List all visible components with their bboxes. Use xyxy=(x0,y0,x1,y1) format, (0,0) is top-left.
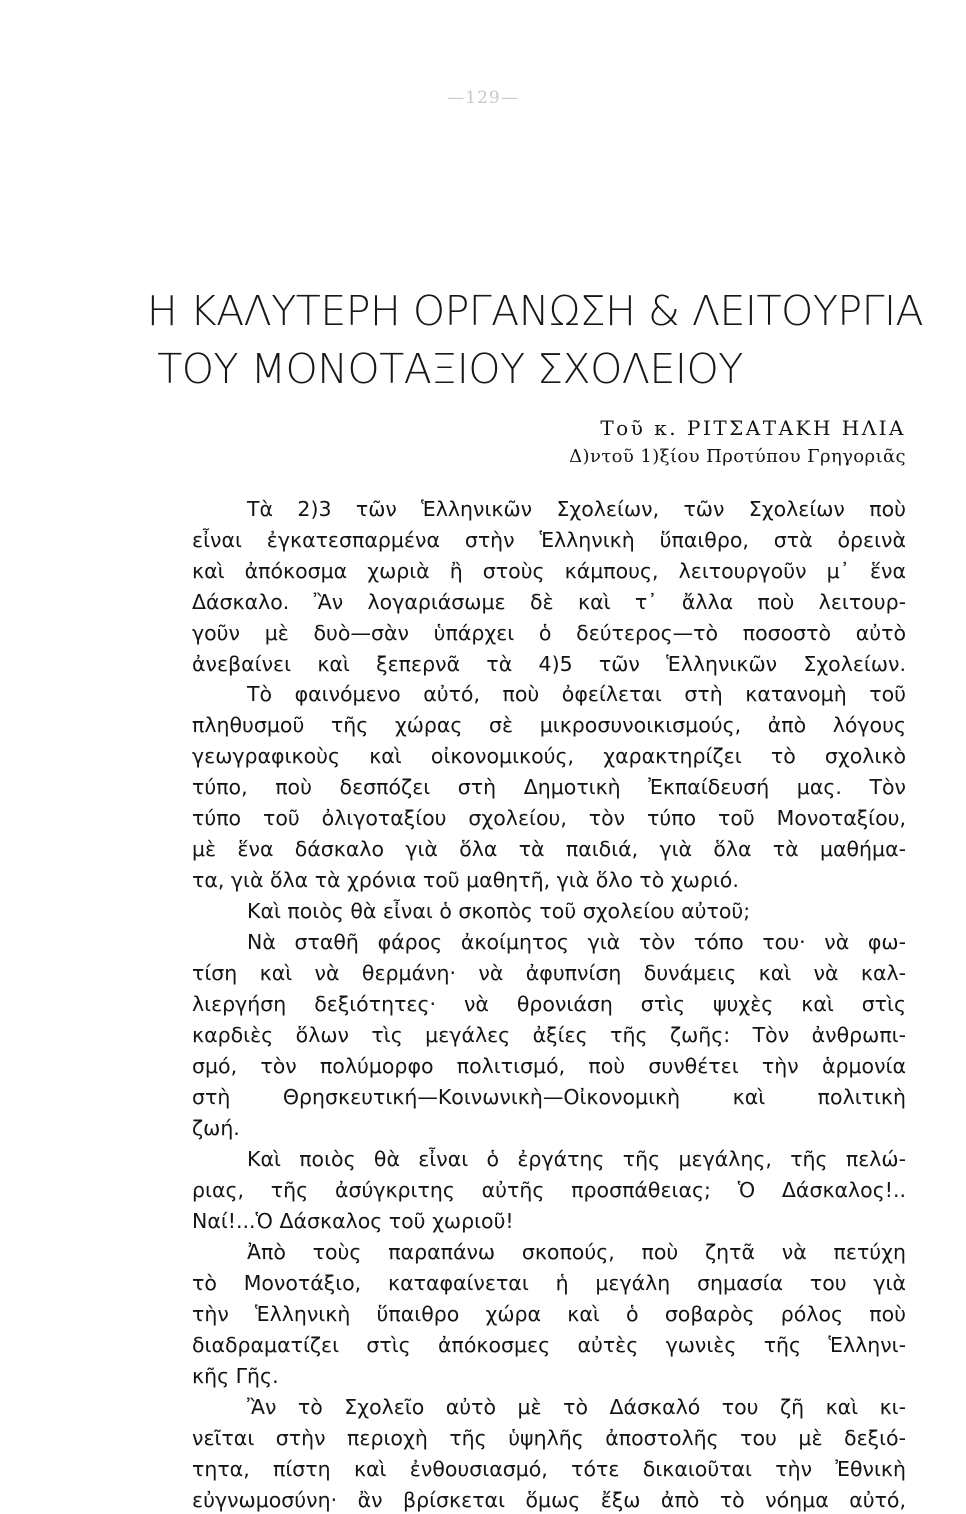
article-title-line-1: Η ΚΑΛΥΤΕΡΗ ΟΡΓΑΝΩΣΗ & ΛΕΙΤΟΥΡΓΙΑ xyxy=(146,287,924,335)
body-line: πληθυσμοῦ τῆς χώρας σὲ μικροσυνοικισμούς, ἀπὸ λόγους xyxy=(192,713,906,737)
body-line: τύπο τοῦ ὀλιγοταξίου σχολείου, τὸν τύπο τοῦ Μονοταξίου, xyxy=(192,806,906,830)
body-line: Ἀπὸ τοὺς παραπάνω σκοπούς, ποὺ ζητᾶ νὰ πετύχη xyxy=(247,1240,906,1264)
page-number: —129— xyxy=(447,88,519,108)
author-byline: Τοῦ κ. ΡΙΤΣΑΤΑΚΗ ΗΛΙΑ xyxy=(600,416,906,440)
body-line: μὲ ἕνα δάσκαλο γιὰ ὅλα τὰ παιδιά, γιὰ ὅλα τὰ μαθήμα- xyxy=(192,837,906,861)
body-line: Τὰ 2)3 τῶν Ἑλληνικῶν Σχολείων, τῶν Σχολείων ποὺ xyxy=(247,497,906,521)
article-title-line-2: ΤΟΥ ΜΟΝΟΤΑΞΙΟΥ ΣΧΟΛΕΙΟΥ xyxy=(157,345,743,393)
body-line: τητα, πίστη καὶ ἐνθουσιασμό, τότε δικαιοῦται τὴν Ἐθνικὴ xyxy=(192,1457,906,1481)
body-line: Τὸ φαινόμενο αὐτό, ποὺ ὀφείλεται στὴ κατανομὴ τοῦ xyxy=(247,682,906,706)
author-role: Δ)ντοῦ 1)ξίου Προτύπου Γρηγοριᾶς xyxy=(569,446,906,467)
body-line: καὶ ἀπόκοσμα χωριὰ ἢ στοὺς κάμπους, λειτουργοῦν μ᾽ ἕνα xyxy=(192,559,906,583)
body-line: γοῦν μὲ δυὸ—σὰν ὑπάρχει ὁ δεύτερος—τὸ ποσοστὸ αὐτὸ xyxy=(192,621,906,645)
body-line: διαδραματίζει στὶς ἀπόκοσμες αὐτὲς γωνιὲς τῆς Ἑλληνι- xyxy=(192,1333,906,1357)
body-line: κῆς Γῆς. xyxy=(192,1364,279,1388)
body-line: καρδιὲς ὅλων τὶς μεγάλες ἀξίες τῆς ζωῆς: Τὸν ἀνθρωπι- xyxy=(192,1023,906,1047)
body-line: Δάσκαλο. Ἂν λογαριάσωμε δὲ καὶ τ᾽ ἄλλα ποὺ λειτουρ- xyxy=(192,590,906,614)
body-line: γεωγραφικοὺς καὶ οἰκονομικούς, χαρακτηρίζει τὸ σχολικὸ xyxy=(192,744,906,768)
body-line: ζωή. xyxy=(192,1116,240,1140)
body-line: εὐγνωμοσύνη· ἂν βρίσκεται ὅμως ἔξω ἀπὸ τὸ νόημα αὐτό, xyxy=(192,1488,906,1512)
body-line: Καὶ ποιὸς θὰ εἶναι ὁ ἐργάτης τῆς μεγάλης, τῆς πελώ- xyxy=(247,1147,906,1171)
body-line: λιεργήση δεξιότητες· νὰ θρονιάση στὶς ψυχὲς καὶ στὶς xyxy=(192,992,906,1016)
body-line: Ἂν τὸ Σχολεῖο αὐτὸ μὲ τὸ Δάσκαλό του ζῆ καὶ κι- xyxy=(247,1395,906,1419)
body-line: νεῖται στὴν περιοχὴ τῆς ὑψηλῆς ἀποστολῆς του μὲ δεξιό- xyxy=(192,1426,906,1450)
body-line: ἀνεβαίνει καὶ ξεπερνᾶ τὰ 4)5 τῶν Ἑλληνικῶν Σχολείων. xyxy=(192,652,906,676)
body-line: εἶναι ἐγκατεσπαρμένα στὴν Ἑλληνικὴ ὕπαιθρο, στὰ ὀρεινὰ xyxy=(192,528,906,552)
body-line: τὸ Μονοτάξιο, καταφαίνεται ἡ μεγάλη σημασία του γιὰ xyxy=(192,1271,906,1295)
body-line: ριας, τῆς ἀσύγκριτης αὐτῆς προσπάθειας; Ὁ Δάσκαλος!.. xyxy=(192,1178,906,1202)
body-line: Νὰ σταθῆ φάρος ἀκοίμητος γιὰ τὸν τόπο του· νὰ φω- xyxy=(247,930,906,954)
body-line: στὴ Θρησκευτική—Κοινωνικὴ—Οἰκονομικὴ καὶ πολιτικὴ xyxy=(192,1085,906,1109)
body-line: τα, γιὰ ὅλα τὰ χρόνια τοῦ μαθητῆ, γιὰ ὅλο τὸ χωριό. xyxy=(192,868,739,892)
body-line: Καὶ ποιὸς θὰ εἶναι ὁ σκοπὸς τοῦ σχολείου αὐτοῦ; xyxy=(247,899,751,923)
body-line: Ναί!...Ὁ Δάσκαλος τοῦ χωριοῦ! xyxy=(192,1209,514,1233)
body-line: τίση καὶ νὰ θερμάνη· νὰ ἀφυπνίση δυνάμεις καὶ νὰ καλ- xyxy=(192,961,906,985)
body-line: σμό, τὸν πολύμορφο πολιτισμό, ποὺ συνθέτει τὴν ἁρμονία xyxy=(192,1054,906,1078)
body-line: τὴν Ἑλληνικὴ ὕπαιθρο χώρα καὶ ὁ σοβαρὸς ρόλος ποὺ xyxy=(192,1302,906,1326)
body-line: τύπο, ποὺ δεσπόζει στὴ Δημοτικὴ Ἐκπαίδευσή μας. Τὸν xyxy=(192,775,906,799)
